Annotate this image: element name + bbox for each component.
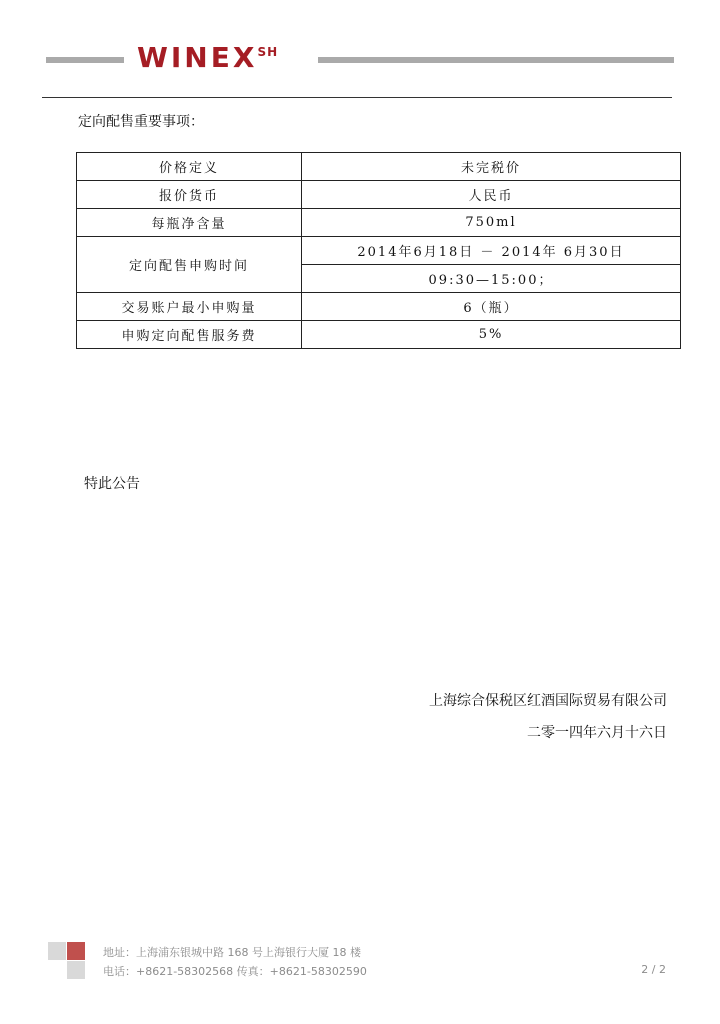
header-line-left: [46, 57, 124, 63]
header-line-right: [318, 57, 674, 63]
row-label: 每瓶净含量: [77, 209, 302, 237]
footer-address: 地址：上海浦东银城中路 168 号上海银行大厦 18 楼: [103, 946, 361, 959]
winex-logo: [137, 40, 278, 76]
row-value: 750ml: [302, 209, 681, 237]
footer-contact: 电话：+8621-58302568 传真：+8621-58302590: [103, 965, 367, 978]
row-value: 未完税价: [302, 153, 681, 181]
table-row: [77, 237, 681, 265]
footer-square-gray: [48, 942, 66, 960]
footer-square-red: [67, 942, 85, 960]
row-value: 6（瓶）: [302, 293, 681, 321]
table-row: [77, 209, 681, 237]
page-number: 2 / 2: [641, 963, 666, 976]
row-label: 定向配售申购时间: [77, 237, 302, 293]
company-name: 上海综合保税区红酒国际贸易有限公司: [429, 693, 667, 709]
row-value: 人民币: [302, 181, 681, 209]
row-label: 交易账户最小申购量: [77, 293, 302, 321]
notice-text: 特此公告: [84, 476, 140, 492]
logo-suffix: SH: [257, 45, 279, 59]
footer-square-gray: [67, 961, 85, 979]
table-row: [77, 153, 681, 181]
header-rule: [42, 97, 672, 98]
logo-text: WINEX: [137, 41, 258, 74]
row-value: 5%: [302, 321, 681, 349]
row-label: 报价货币: [77, 181, 302, 209]
row-label: 申购定向配售服务费: [77, 321, 302, 349]
announcement-date: 二零一四年六月十六日: [527, 725, 667, 741]
section-heading: 定向配售重要事项：: [78, 114, 204, 130]
offering-table: [76, 152, 681, 349]
table-row: [77, 181, 681, 209]
row-label: 价格定义: [77, 153, 302, 181]
table-row: [77, 321, 681, 349]
row-value: 2014年6月18日 － 2014年 6月30日: [302, 237, 681, 265]
row-value-time: 09:30—15:00；: [302, 265, 681, 293]
table-row: [77, 293, 681, 321]
